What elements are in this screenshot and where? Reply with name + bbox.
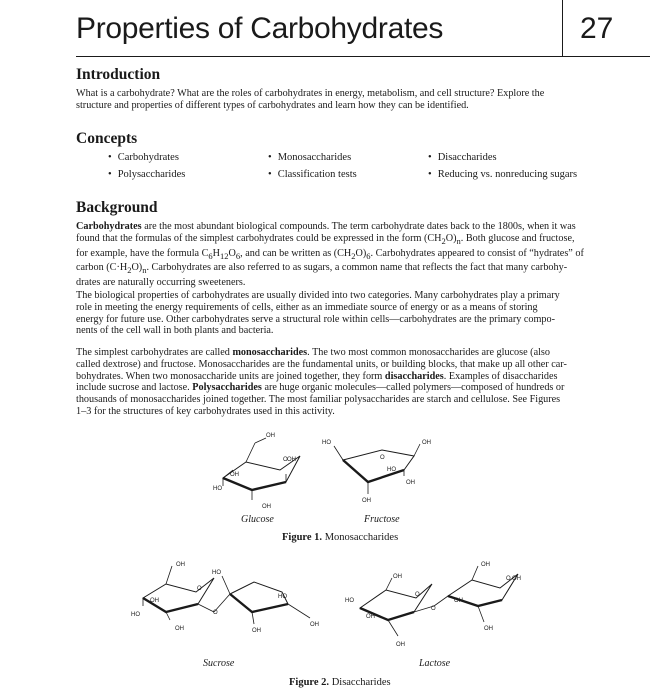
atom-label: OH [310, 622, 319, 628]
atom-label: HO [131, 612, 140, 618]
text-run: are the most abundant biological compounds. The term carbohydrate dates back to the 1800s, when it was [141, 221, 576, 232]
fructose-label: Fructose [364, 514, 400, 525]
atom-label: HO [345, 598, 354, 604]
subscript: n [142, 265, 147, 276]
subscript: 6 [208, 250, 213, 261]
caption-label: Figure 2. [289, 677, 330, 688]
term-polysaccharides: Polysaccharides [192, 382, 262, 394]
text-run: carbon (C·H [76, 262, 128, 274]
caption-text: Monosaccharides [324, 532, 399, 543]
text-run: thousands of monosaccharides joined together. The most familiar polysaccharides are starch and cellulose. See Figures [76, 394, 561, 406]
text-run: . Carbohydrates are also referred to as sugars, a common name that reflects the fact that many carbohy- [146, 262, 568, 274]
atom-label: HO [322, 440, 331, 446]
page-number: 27 [580, 12, 614, 45]
atom-label: OH [393, 574, 402, 580]
fructose-structure [322, 440, 431, 504]
subscript: 2 [441, 235, 446, 246]
subscript: 12 [220, 250, 229, 261]
atom-label: O [213, 610, 218, 616]
term-disaccharides: disaccharides [384, 370, 444, 382]
lactose-label: Lactose [419, 658, 451, 669]
concept-item: • Classification tests [268, 169, 357, 180]
atom-label: OH [176, 562, 185, 568]
atom-label: O [415, 592, 420, 598]
glucose-label: Glucose [241, 514, 274, 525]
text-run: . Both glucose and fructose, [460, 232, 575, 244]
atom-label: OH [396, 642, 405, 648]
text-run: 1–3 for the structures of key carbohydrates used in this activity. [76, 405, 335, 417]
atom-label: OH [150, 598, 159, 604]
subscript: 2 [351, 250, 356, 261]
text-run: drates are naturally occurring sweeteners. [76, 277, 246, 289]
atom-label: OH [362, 498, 371, 504]
atom-label: OH [252, 628, 261, 634]
concept-item: • Carbohydrates [108, 152, 179, 163]
introduction-heading: Introduction [76, 66, 161, 83]
atom-label: O [431, 606, 436, 612]
text-run: include sucrose and lactose. [76, 382, 193, 394]
page-title: Properties of Carbohydrates [76, 12, 444, 45]
atom-label: O [283, 457, 288, 463]
atom-label: OH [266, 433, 275, 439]
background-heading: Background [76, 199, 158, 216]
text-run: called dextrose) and fructose. Monosaccharides are the fundamental units, or building blocks, that make up all other car- [76, 358, 567, 370]
text-run: , and can be written as (CH [240, 247, 352, 259]
atom-label: OH [366, 614, 375, 620]
subscript: 6 [235, 250, 241, 261]
atom-label: O [197, 586, 202, 592]
text-run: The simplest carbohydrates are called [76, 347, 233, 358]
text-run: O) [355, 247, 367, 259]
subscript: 2 [127, 265, 132, 276]
atom-label: OH [484, 626, 493, 632]
intro-line-2: structure and properties of different types of carbohydrates and learn how they can be identified. [76, 99, 469, 111]
text-run: O) [131, 262, 143, 274]
figure-1-caption [282, 532, 398, 543]
atom-label: HO [213, 486, 222, 492]
atom-label: OH [287, 457, 296, 463]
term-monosaccharides: monosaccharides [232, 347, 308, 358]
text-run: energy for future use. Other carbohydrates serve a structural role within cells—carbohydrates are the primary compo- [76, 313, 556, 325]
lactose-structure [345, 562, 521, 648]
atom-label: OH [175, 626, 184, 632]
caption-text: Disaccharides [331, 677, 391, 688]
atom-label: HO [212, 570, 221, 576]
concept-item: • Polysaccharides [108, 169, 185, 180]
text-run: O) [445, 232, 457, 244]
text-run: found that the formulas of the simplest carbohydrates could be expressed in the form (CH [76, 232, 442, 244]
atom-label: HO [278, 594, 287, 600]
concept-item: • Reducing vs. nonreducing sugars [428, 169, 577, 180]
atom-label: OH [422, 440, 431, 446]
concept-item: • Disaccharides [428, 152, 497, 163]
text-run: for example, have the formula C [76, 247, 209, 259]
atom-label: O [506, 576, 511, 582]
text-run: O [228, 247, 236, 259]
text-run: H [212, 247, 220, 259]
atom-label: HO [387, 467, 396, 473]
text-run: nents of the cell wall in both plants and bacteria. [76, 325, 274, 337]
subscript: n [456, 235, 461, 246]
text-run: are huge organic molecules—called polymers—composed of hundreds or [261, 382, 565, 394]
concepts-heading: Concepts [76, 130, 138, 147]
text-run: role in meeting the energy requirements of cells, either as an immediate source of energy or as a means of storing [76, 301, 538, 313]
concept-item: • Monosaccharides [268, 152, 351, 163]
caption-label: Figure 1. [282, 532, 323, 543]
text-run: . Examples of disaccharides [443, 370, 558, 382]
glucose-structure [213, 433, 300, 510]
text-run: bohydrates. When two monosaccharide units are joined together, they form [76, 370, 385, 382]
atom-label: OH [512, 576, 521, 582]
atom-label: OH [406, 480, 415, 486]
intro-line-1: What is a carbohydrate? What are the roles of carbohydrates in energy, metabolism, and cell structure? Explore the [76, 88, 545, 99]
text-run: . The two most common monosaccharides are glucose (also [307, 347, 550, 358]
figure-2-caption [289, 677, 391, 688]
text-run: The biological properties of carbohydrates are usually divided into two categories. Many carbohydrates play a primary [76, 290, 560, 301]
term-carbohydrates: Carbohydrates [76, 221, 142, 232]
atom-label: OH [230, 472, 239, 478]
atom-label: O [380, 455, 385, 461]
text-run: . Carbohydrates appeared to consist of “hydrates” of [370, 247, 584, 259]
sucrose-label: Sucrose [203, 658, 235, 669]
atom-label: OH [262, 504, 271, 510]
atom-label: OH [481, 562, 490, 568]
atom-label: OH [454, 598, 463, 604]
sucrose-structure [131, 562, 319, 634]
subscript: 6 [366, 250, 371, 261]
